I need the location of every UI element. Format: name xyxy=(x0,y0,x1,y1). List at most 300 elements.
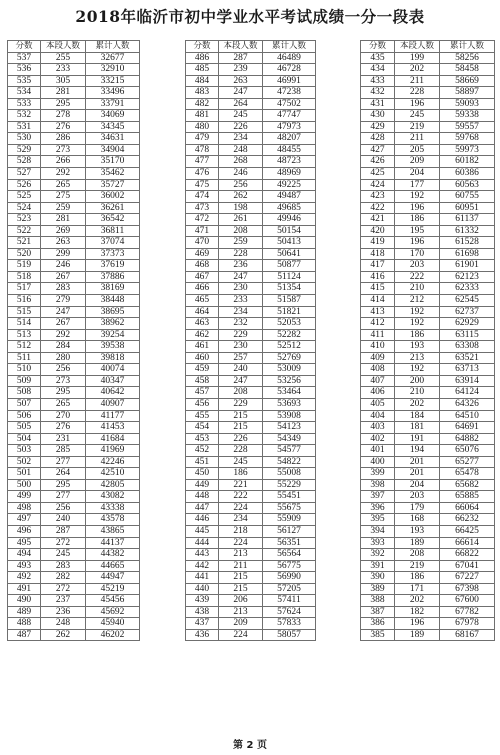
cumulative-count-cell: 63914 xyxy=(440,375,495,387)
table-row xyxy=(361,306,495,318)
score-cell: 525 xyxy=(8,191,41,203)
cumulative-count-cell: 44665 xyxy=(86,560,140,572)
cumulative-count-cell: 55909 xyxy=(263,514,316,526)
cumulative-count-cell: 55451 xyxy=(263,491,316,503)
table-row xyxy=(186,75,316,87)
segment-count-cell: 192 xyxy=(395,318,440,330)
table-row xyxy=(8,283,140,295)
table-row xyxy=(186,271,316,283)
cumulative-count-cell: 34904 xyxy=(86,144,140,156)
score-cell: 394 xyxy=(361,525,395,537)
cumulative-count-cell: 41453 xyxy=(86,422,140,434)
table-row xyxy=(186,422,316,434)
cumulative-count-cell: 49685 xyxy=(263,202,316,214)
table-row xyxy=(361,64,495,76)
cumulative-count-cell: 34345 xyxy=(86,121,140,133)
score-cell: 472 xyxy=(186,214,219,226)
score-cell: 537 xyxy=(8,52,41,64)
score-cell: 409 xyxy=(361,352,395,364)
cumulative-count-cell: 53693 xyxy=(263,398,316,410)
cumulative-count-cell: 34069 xyxy=(86,110,140,122)
score-cell: 434 xyxy=(361,64,395,76)
cumulative-count-cell: 64882 xyxy=(440,433,495,445)
cumulative-count-cell: 54577 xyxy=(263,445,316,457)
segment-count-cell: 239 xyxy=(219,64,263,76)
segment-count-cell: 265 xyxy=(41,398,86,410)
score-cell: 442 xyxy=(186,560,219,572)
cumulative-count-cell: 47238 xyxy=(263,87,316,99)
score-cell: 531 xyxy=(8,121,41,133)
segment-count-cell: 234 xyxy=(219,514,263,526)
segment-count-cell: 210 xyxy=(395,387,440,399)
table-row xyxy=(361,618,495,630)
score-cell: 425 xyxy=(361,168,395,180)
cumulative-count-cell: 35727 xyxy=(86,179,140,191)
segment-count-cell: 200 xyxy=(395,375,440,387)
cumulative-count-cell: 52512 xyxy=(263,341,316,353)
table-row xyxy=(361,248,495,260)
score-cell: 415 xyxy=(361,283,395,295)
score-cell: 445 xyxy=(186,525,219,537)
cumulative-count-cell: 53464 xyxy=(263,387,316,399)
cumulative-count-cell: 37373 xyxy=(86,248,140,260)
score-cell: 448 xyxy=(186,491,219,503)
cumulative-count-cell: 50413 xyxy=(263,237,316,249)
table-row xyxy=(361,75,495,87)
table-row xyxy=(186,375,316,387)
score-cell: 484 xyxy=(186,75,219,87)
segment-count-cell: 273 xyxy=(41,375,86,387)
score-cell: 424 xyxy=(361,179,395,191)
cumulative-count-cell: 49225 xyxy=(263,179,316,191)
table-row xyxy=(361,283,495,295)
table-row xyxy=(186,445,316,457)
score-cell: 476 xyxy=(186,168,219,180)
cumulative-count-cell: 51587 xyxy=(263,295,316,307)
cumulative-count-cell: 68167 xyxy=(440,629,495,641)
table-row xyxy=(8,202,140,214)
cumulative-count-cell: 43082 xyxy=(86,491,140,503)
cumulative-count-cell: 41177 xyxy=(86,410,140,422)
score-cell: 517 xyxy=(8,283,41,295)
segment-count-cell: 202 xyxy=(395,398,440,410)
cumulative-count-cell: 56564 xyxy=(263,549,316,561)
table-row xyxy=(186,121,316,133)
table-row xyxy=(186,364,316,376)
table-row xyxy=(361,387,495,399)
cumulative-count-cell: 37619 xyxy=(86,260,140,272)
segment-count-cell: 262 xyxy=(219,191,263,203)
table-row xyxy=(186,133,316,145)
cumulative-count-cell: 58669 xyxy=(440,75,495,87)
score-cell: 528 xyxy=(8,156,41,168)
segment-count-cell: 205 xyxy=(395,144,440,156)
table-row xyxy=(186,248,316,260)
table-row xyxy=(8,537,140,549)
segment-count-cell: 192 xyxy=(395,306,440,318)
segment-count-cell: 269 xyxy=(41,225,86,237)
segment-count-cell: 202 xyxy=(395,64,440,76)
segment-count-cell: 186 xyxy=(395,214,440,226)
score-cell: 518 xyxy=(8,271,41,283)
table-row xyxy=(186,87,316,99)
table-row xyxy=(361,445,495,457)
table-row xyxy=(186,225,316,237)
table-row xyxy=(186,306,316,318)
table-row xyxy=(8,179,140,191)
table-row xyxy=(361,502,495,514)
score-cell: 515 xyxy=(8,306,41,318)
score-cell: 529 xyxy=(8,144,41,156)
cumulative-count-cell: 62929 xyxy=(440,318,495,330)
cumulative-count-cell: 63521 xyxy=(440,352,495,364)
segment-count-cell: 189 xyxy=(395,537,440,549)
cumulative-count-cell: 66822 xyxy=(440,549,495,561)
score-cell: 496 xyxy=(8,525,41,537)
score-cell: 524 xyxy=(8,202,41,214)
cumulative-count-cell: 47973 xyxy=(263,121,316,133)
segment-count-cell: 276 xyxy=(41,422,86,434)
table-row xyxy=(8,375,140,387)
score-cell: 470 xyxy=(186,237,219,249)
segment-count-cell: 193 xyxy=(395,525,440,537)
score-cell: 475 xyxy=(186,179,219,191)
cumulative-count-cell: 65277 xyxy=(440,456,495,468)
score-cell: 453 xyxy=(186,433,219,445)
score-cell: 440 xyxy=(186,583,219,595)
segment-count-cell: 245 xyxy=(41,549,86,561)
cumulative-count-cell: 46202 xyxy=(86,629,140,641)
cumulative-count-cell: 46489 xyxy=(263,52,316,64)
segment-count-cell: 281 xyxy=(41,87,86,99)
segment-count-cell: 222 xyxy=(219,491,263,503)
score-cell: 522 xyxy=(8,225,41,237)
segment-count-cell: 171 xyxy=(395,583,440,595)
segment-count-cell: 211 xyxy=(395,133,440,145)
table-row xyxy=(8,318,140,330)
score-cell: 404 xyxy=(361,410,395,422)
segment-count-cell: 292 xyxy=(41,329,86,341)
cumulative-count-cell: 64326 xyxy=(440,398,495,410)
segment-count-cell: 295 xyxy=(41,98,86,110)
cumulative-count-cell: 59557 xyxy=(440,121,495,133)
segment-count-cell: 224 xyxy=(219,629,263,641)
table-row xyxy=(8,306,140,318)
segment-count-cell: 209 xyxy=(395,156,440,168)
table-row xyxy=(361,537,495,549)
score-cell: 386 xyxy=(361,618,395,630)
cumulative-count-cell: 43578 xyxy=(86,514,140,526)
cumulative-count-cell: 67782 xyxy=(440,606,495,618)
table-row xyxy=(186,98,316,110)
table-row xyxy=(361,271,495,283)
table-row xyxy=(186,329,316,341)
table-row xyxy=(361,410,495,422)
segment-count-cell: 230 xyxy=(219,341,263,353)
table-row xyxy=(186,433,316,445)
segment-count-cell: 261 xyxy=(219,214,263,226)
segment-count-cell: 226 xyxy=(219,121,263,133)
cumulative-count-cell: 32910 xyxy=(86,64,140,76)
table-row xyxy=(8,433,140,445)
table-row xyxy=(8,456,140,468)
segment-count-cell: 203 xyxy=(395,491,440,503)
table-row xyxy=(8,445,140,457)
cumulative-count-cell: 49487 xyxy=(263,191,316,203)
table-row xyxy=(8,271,140,283)
table-row xyxy=(186,618,316,630)
cumulative-count-cell: 33496 xyxy=(86,87,140,99)
table-row xyxy=(186,202,316,214)
segment-count-cell: 287 xyxy=(219,52,263,64)
cumulative-count-cell: 67041 xyxy=(440,560,495,572)
header-segment-count: 本段人数 xyxy=(219,41,263,53)
segment-count-cell: 255 xyxy=(41,52,86,64)
segment-count-cell: 194 xyxy=(395,445,440,457)
segment-count-cell: 224 xyxy=(219,502,263,514)
cumulative-count-cell: 43338 xyxy=(86,502,140,514)
table-row xyxy=(8,52,140,64)
table-row xyxy=(8,422,140,434)
segment-count-cell: 295 xyxy=(41,479,86,491)
segment-count-cell: 196 xyxy=(395,237,440,249)
segment-count-cell: 233 xyxy=(219,295,263,307)
table-row xyxy=(8,583,140,595)
score-cell: 519 xyxy=(8,260,41,272)
table-row xyxy=(361,214,495,226)
score-cell: 535 xyxy=(8,75,41,87)
cumulative-count-cell: 66064 xyxy=(440,502,495,514)
cumulative-count-cell: 50154 xyxy=(263,225,316,237)
score-cell: 403 xyxy=(361,422,395,434)
table-row xyxy=(361,468,495,480)
table-header-row xyxy=(186,41,316,53)
score-cell: 491 xyxy=(8,583,41,595)
score-cell: 395 xyxy=(361,514,395,526)
score-cell: 499 xyxy=(8,491,41,503)
cumulative-count-cell: 50641 xyxy=(263,248,316,260)
segment-count-cell: 263 xyxy=(219,75,263,87)
table-row xyxy=(8,341,140,353)
segment-count-cell: 211 xyxy=(219,560,263,572)
segment-count-cell: 240 xyxy=(219,364,263,376)
table-header-row xyxy=(361,41,495,53)
score-cell: 387 xyxy=(361,606,395,618)
cumulative-count-cell: 36002 xyxy=(86,191,140,203)
segment-count-cell: 224 xyxy=(219,537,263,549)
segment-count-cell: 266 xyxy=(41,156,86,168)
cumulative-count-cell: 67398 xyxy=(440,583,495,595)
table-row xyxy=(186,191,316,203)
segment-count-cell: 283 xyxy=(41,560,86,572)
table-row xyxy=(361,606,495,618)
segment-count-cell: 240 xyxy=(41,514,86,526)
header-segment-count: 本段人数 xyxy=(41,41,86,53)
segment-count-cell: 280 xyxy=(41,352,86,364)
segment-count-cell: 248 xyxy=(219,144,263,156)
segment-count-cell: 196 xyxy=(395,202,440,214)
table-row xyxy=(186,237,316,249)
segment-count-cell: 182 xyxy=(395,606,440,618)
score-cell: 486 xyxy=(186,52,219,64)
segment-count-cell: 292 xyxy=(41,168,86,180)
segment-count-cell: 199 xyxy=(395,52,440,64)
table-row xyxy=(361,121,495,133)
segment-count-cell: 262 xyxy=(41,629,86,641)
header-segment-count: 本段人数 xyxy=(395,41,440,53)
table-row xyxy=(361,329,495,341)
cumulative-count-cell: 44382 xyxy=(86,549,140,561)
score-cell: 502 xyxy=(8,456,41,468)
score-cell: 471 xyxy=(186,225,219,237)
table-row xyxy=(186,260,316,272)
table-row xyxy=(8,606,140,618)
score-cell: 510 xyxy=(8,364,41,376)
table-row xyxy=(8,156,140,168)
score-cell: 532 xyxy=(8,110,41,122)
cumulative-count-cell: 60951 xyxy=(440,202,495,214)
cumulative-count-cell: 62737 xyxy=(440,306,495,318)
cumulative-count-cell: 60386 xyxy=(440,168,495,180)
cumulative-count-cell: 33215 xyxy=(86,75,140,87)
cumulative-count-cell: 42805 xyxy=(86,479,140,491)
score-cell: 485 xyxy=(186,64,219,76)
score-cell: 401 xyxy=(361,445,395,457)
segment-count-cell: 237 xyxy=(41,595,86,607)
segment-count-cell: 272 xyxy=(41,537,86,549)
table-row xyxy=(186,214,316,226)
segment-count-cell: 206 xyxy=(219,595,263,607)
table-row xyxy=(186,341,316,353)
score-cell: 427 xyxy=(361,144,395,156)
cumulative-count-cell: 58897 xyxy=(440,87,495,99)
cumulative-count-cell: 58057 xyxy=(263,629,316,641)
cumulative-count-cell: 57205 xyxy=(263,583,316,595)
cumulative-count-cell: 67978 xyxy=(440,618,495,630)
table-row xyxy=(186,156,316,168)
score-cell: 460 xyxy=(186,352,219,364)
cumulative-count-cell: 36811 xyxy=(86,225,140,237)
cumulative-count-cell: 44947 xyxy=(86,572,140,584)
segment-count-cell: 234 xyxy=(219,133,263,145)
table-row xyxy=(361,225,495,237)
score-cell: 420 xyxy=(361,225,395,237)
header-score: 分数 xyxy=(361,41,395,53)
table-row xyxy=(361,422,495,434)
score-cell: 389 xyxy=(361,583,395,595)
segment-count-cell: 273 xyxy=(41,144,86,156)
score-cell: 410 xyxy=(361,341,395,353)
cumulative-count-cell: 48455 xyxy=(263,144,316,156)
cumulative-count-cell: 52282 xyxy=(263,329,316,341)
table-row xyxy=(361,398,495,410)
cumulative-count-cell: 42510 xyxy=(86,468,140,480)
segment-count-cell: 203 xyxy=(395,260,440,272)
segment-count-cell: 215 xyxy=(219,583,263,595)
segment-count-cell: 270 xyxy=(41,410,86,422)
score-cell: 477 xyxy=(186,156,219,168)
table-row xyxy=(361,295,495,307)
table-row xyxy=(361,364,495,376)
table-row xyxy=(361,260,495,272)
segment-count-cell: 295 xyxy=(41,387,86,399)
table-row xyxy=(186,537,316,549)
segment-count-cell: 189 xyxy=(395,629,440,641)
table-row xyxy=(186,456,316,468)
score-cell: 506 xyxy=(8,410,41,422)
table-row xyxy=(186,491,316,503)
score-cell: 487 xyxy=(8,629,41,641)
score-cell: 439 xyxy=(186,595,219,607)
header-cumulative-count: 累计人数 xyxy=(263,41,316,53)
cumulative-count-cell: 39254 xyxy=(86,329,140,341)
cumulative-count-cell: 53908 xyxy=(263,410,316,422)
score-cell: 408 xyxy=(361,364,395,376)
score-cell: 461 xyxy=(186,341,219,353)
table-row xyxy=(361,352,495,364)
score-cell: 447 xyxy=(186,502,219,514)
cumulative-count-cell: 48723 xyxy=(263,156,316,168)
score-cell: 399 xyxy=(361,468,395,480)
table-row xyxy=(8,491,140,503)
page-number: 第 2 页 xyxy=(233,740,267,751)
header-score: 分数 xyxy=(186,41,219,53)
table-row xyxy=(8,225,140,237)
score-cell: 468 xyxy=(186,260,219,272)
score-cell: 400 xyxy=(361,456,395,468)
segment-count-cell: 263 xyxy=(41,237,86,249)
score-cell: 504 xyxy=(8,433,41,445)
score-cell: 397 xyxy=(361,491,395,503)
segment-count-cell: 208 xyxy=(219,225,263,237)
table-row xyxy=(8,629,140,641)
table-row xyxy=(186,179,316,191)
segment-count-cell: 212 xyxy=(395,295,440,307)
score-cell: 412 xyxy=(361,318,395,330)
score-cell: 455 xyxy=(186,410,219,422)
score-cell: 423 xyxy=(361,191,395,203)
table-row xyxy=(361,179,495,191)
score-cell: 521 xyxy=(8,237,41,249)
score-cell: 459 xyxy=(186,364,219,376)
score-cell: 413 xyxy=(361,306,395,318)
segment-count-cell: 222 xyxy=(395,271,440,283)
segment-count-cell: 228 xyxy=(219,445,263,457)
score-cell: 534 xyxy=(8,87,41,99)
score-cell: 407 xyxy=(361,375,395,387)
segment-count-cell: 201 xyxy=(395,456,440,468)
cumulative-count-cell: 67600 xyxy=(440,595,495,607)
table-row xyxy=(361,595,495,607)
cumulative-count-cell: 36542 xyxy=(86,214,140,226)
segment-count-cell: 247 xyxy=(41,306,86,318)
segment-count-cell: 279 xyxy=(41,295,86,307)
table-row xyxy=(186,468,316,480)
cumulative-count-cell: 48207 xyxy=(263,133,316,145)
score-cell: 396 xyxy=(361,502,395,514)
cumulative-count-cell: 35170 xyxy=(86,156,140,168)
table-row xyxy=(186,52,316,64)
cumulative-count-cell: 56127 xyxy=(263,525,316,537)
segment-count-cell: 229 xyxy=(219,398,263,410)
segment-count-cell: 246 xyxy=(219,168,263,180)
table-row xyxy=(361,87,495,99)
cumulative-count-cell: 65076 xyxy=(440,445,495,457)
cumulative-count-cell: 57624 xyxy=(263,606,316,618)
score-cell: 493 xyxy=(8,560,41,572)
segment-count-cell: 232 xyxy=(219,318,263,330)
table-row xyxy=(8,87,140,99)
